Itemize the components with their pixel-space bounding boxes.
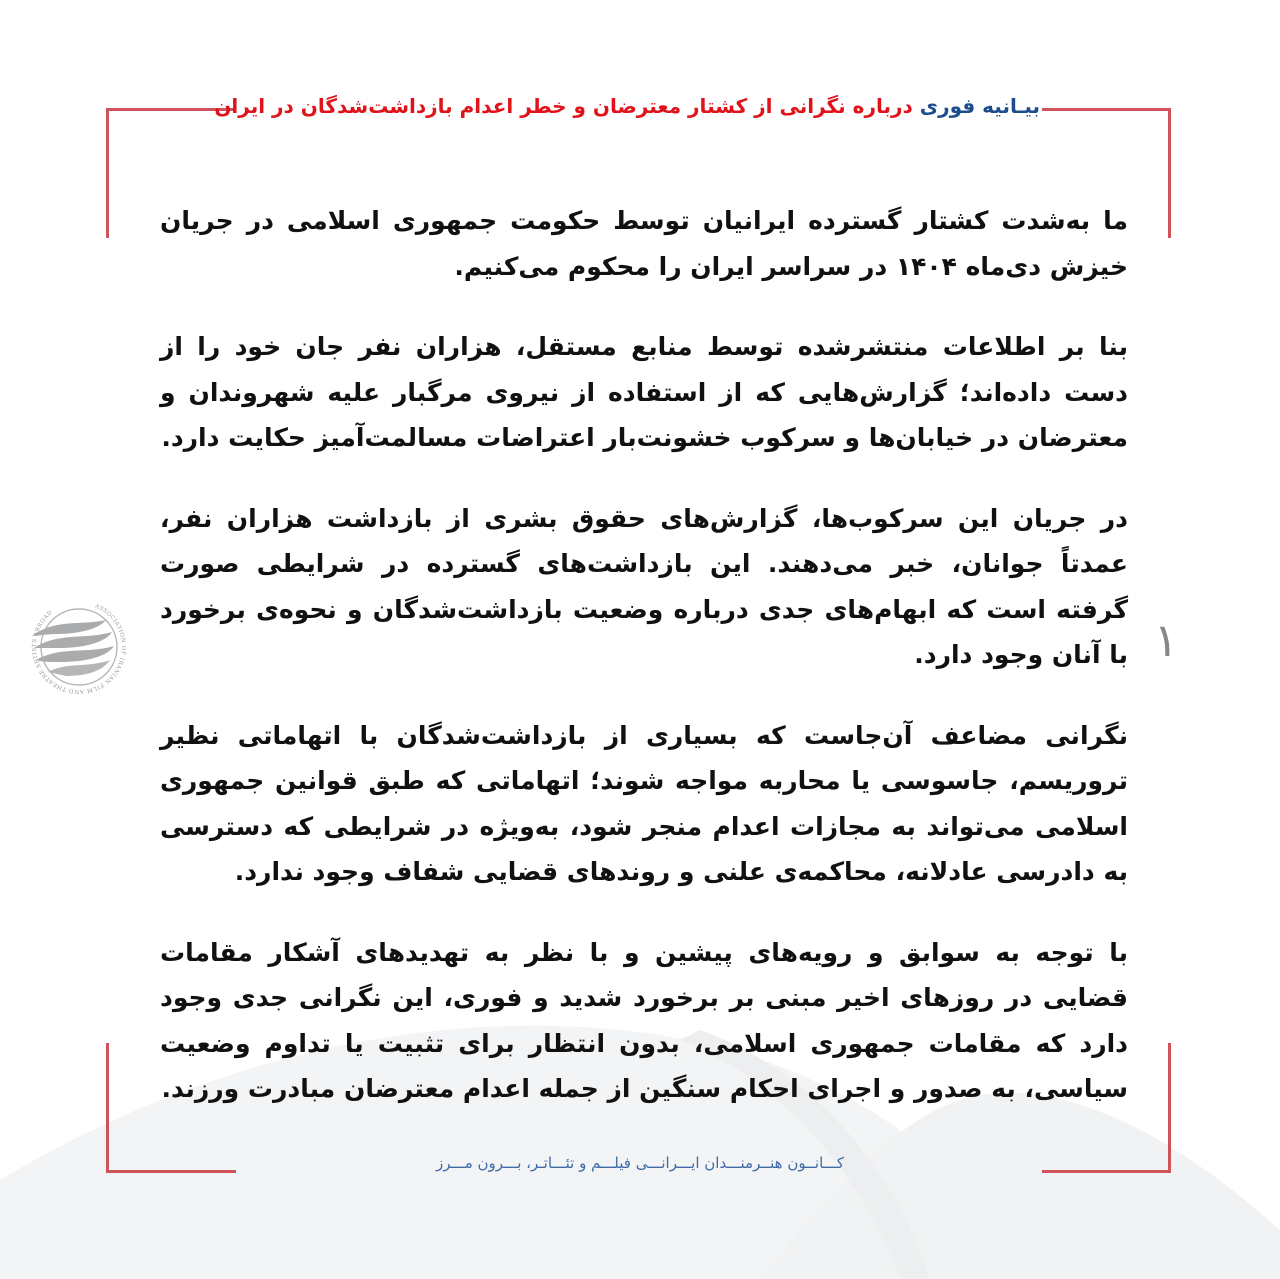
organization-logo — [26, 596, 132, 698]
paragraph-4: نگرانی مضاعف آن‌جاست که بسیاری از بازداشت‌شدگان با اتهاماتی نظیر تروریسم، جاسوسی یا محاربه مواجه شوند؛ اتهاماتی که طبق قوانین جمهوری اسلامی می‌تواند به مجازات اعدام منجر شود، به‌ویژه در شرایطی که دسترسی به دادرسی عادلانه، محاکمه‌ی علنی و روندهای قضایی شفاف وجود ندارد. — [160, 720, 1128, 886]
title-prefix: بیـانیه فوری — [919, 94, 1040, 118]
frame-top-left-vertical — [106, 108, 109, 238]
statement-title — [214, 86, 1040, 126]
frame-bottom-right-horizontal — [1042, 1170, 1171, 1173]
paragraph-2: بنا بر اطلاعات منتشرشده توسط منابع مستقل، هزاران نفر جان خود را از دست داده‌اند؛ گزارش‌هایی که از استفاده از نیروی مرگبار علیه شهروندان و معترضان در خیابان‌ها و سرکوب خشونت‌بار اعتراضات مسالمت‌آمیز حکایت دارد. — [160, 332, 1128, 452]
frame-bottom-left-vertical — [106, 1043, 109, 1173]
paragraph-3: در جریان این سرکوب‌ها، گزارش‌های حقوق بشری از بازداشت هزاران نفر، عمدتاً جوانان، خبر می‌دهند. این بازداشت‌های گسترده در شرایطی صورت گرفته است که ابهام‌های جدی درباره وضعیت بازداشت‌شدگان و نحوه‌ی برخورد با آنان وجود دارد. — [160, 503, 1128, 669]
frame-top-right-vertical — [1168, 108, 1171, 238]
frame-top-right-horizontal — [1042, 108, 1171, 111]
logo-text: ASSOCIATION OF IRANIAN FILM AND THEATRE ARTISTS ABROAD — [31, 603, 127, 695]
frame-bottom-right-vertical — [1168, 1043, 1171, 1173]
frame-bottom-left-horizontal — [106, 1170, 236, 1173]
paragraph-1: ما به‌شدت کشتار گسترده ایرانیان توسط حکومت جمهوری اسلامی در جریان خیزش دی‌ماه ۱۴۰۴ در سراسر ایران را محکوم می‌کنیم. — [160, 206, 1128, 281]
statement-body — [160, 198, 1128, 1147]
footer-organization-name: کـــانــون هنــرمنـــدان ایـــرانـــی فیلـــم و تئـــاتـر، بـــرون مـــرز — [436, 1154, 844, 1172]
page-number: ۱ — [1153, 613, 1179, 667]
title-main: درباره نگرانی از کشتار معترضان و خطر اعدام بازداشت‌شدگان در ایران — [214, 94, 913, 118]
paragraph-5: با توجه به سوابق و رویه‌های پیشین و با نظر به تهدیدهای آشکار مقامات قضایی در روزهای اخیر مبنی بر برخورد شدید و فوری، این نگرانی جدی وجود دارد که مقامات جمهوری اسلامی، بدون انتظار برای تثبیت یا تداوم وضعیت سیاسی، به صدور و اجرای احکام سنگین از جمله اعدام معترضان مبادرت ورزند. — [160, 937, 1128, 1103]
